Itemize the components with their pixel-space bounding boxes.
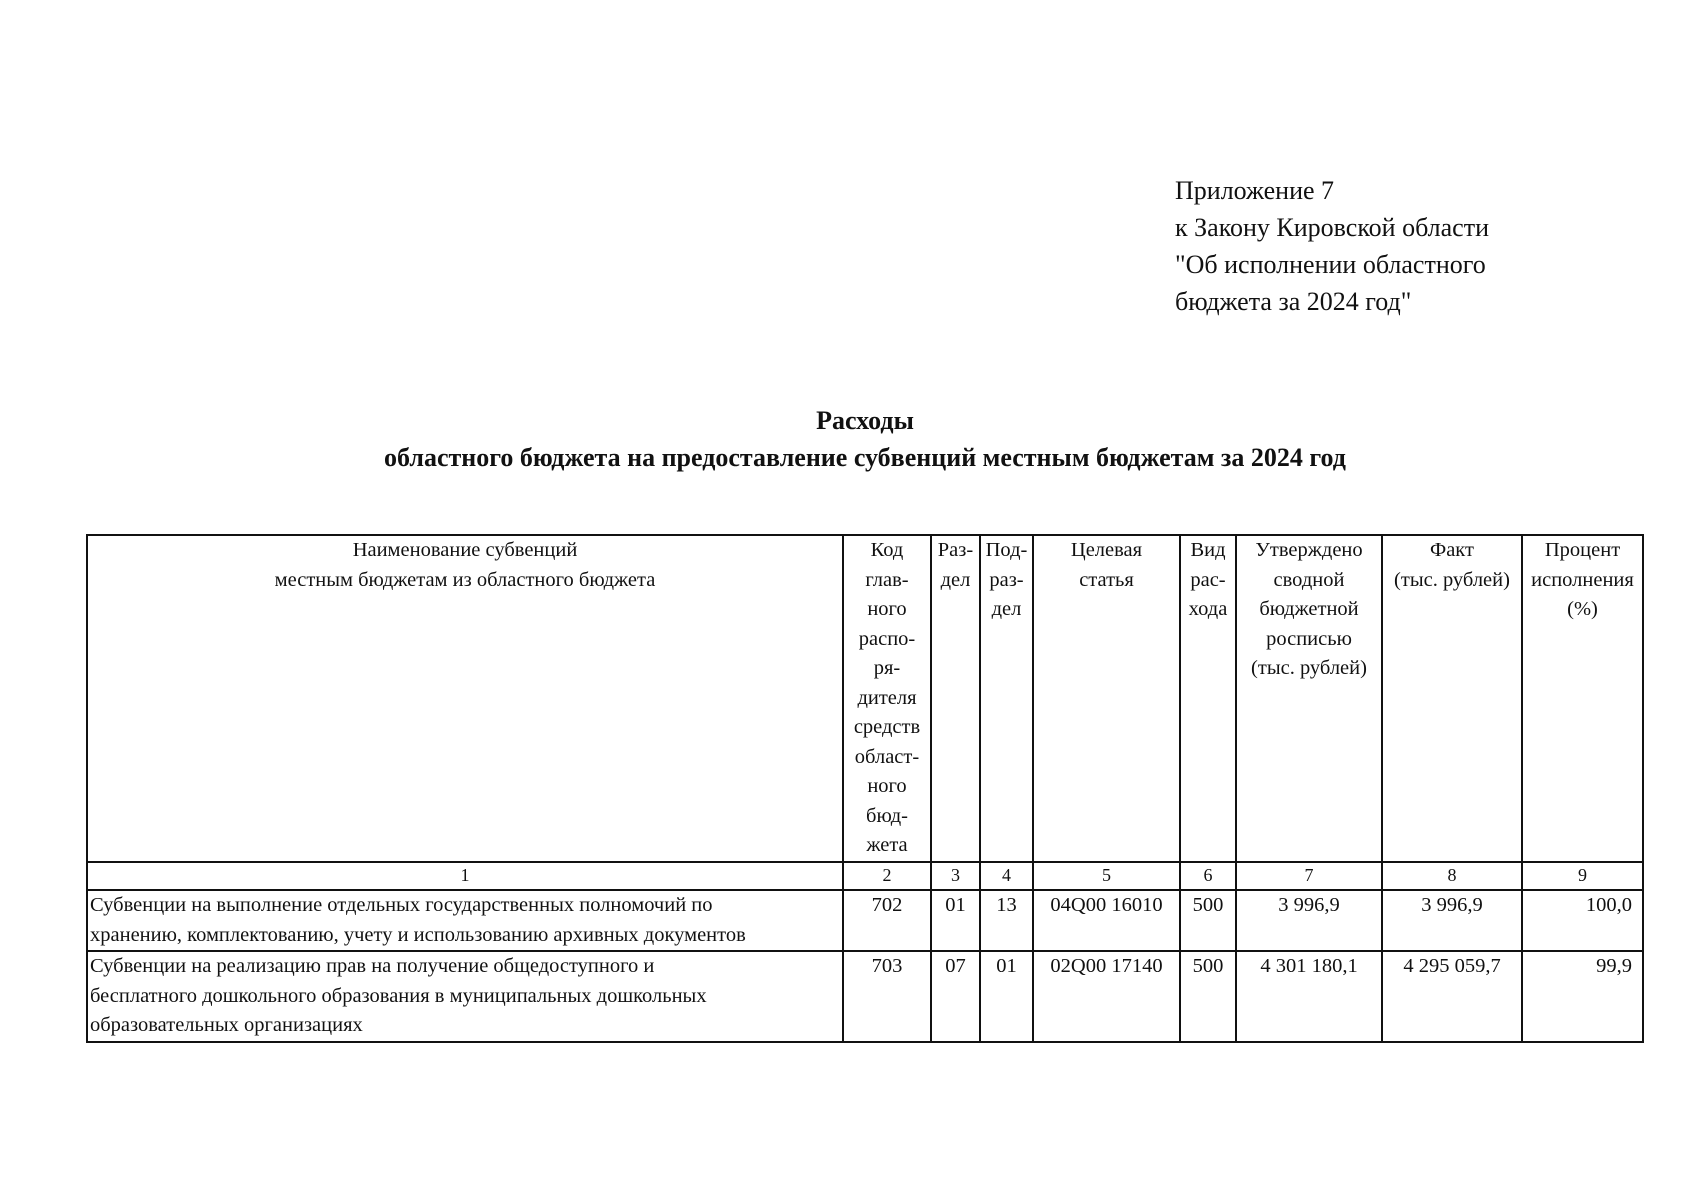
row-section: 01 <box>931 890 980 951</box>
column-number: 4 <box>980 862 1033 890</box>
header-code-line: бюд- <box>866 804 908 827</box>
header-code-line: Код <box>870 539 904 561</box>
table-header-row <box>87 535 1643 862</box>
header-section-line: дел <box>940 568 971 591</box>
header-code-line: глав- <box>865 568 909 591</box>
column-number: 1 <box>87 862 843 890</box>
row-name-cell <box>87 890 843 951</box>
header-code-line: ного <box>867 598 907 620</box>
header-name-line: местным бюджетам из областного бюджета <box>274 568 656 591</box>
row-name-line: Субвенции на реализацию прав на получение общедоступного и <box>90 955 655 977</box>
appendix-block <box>1175 172 1489 320</box>
header-approved-line: Утверждено <box>1255 539 1363 561</box>
column-number: 3 <box>931 862 980 890</box>
header-percent-line: (%) <box>1567 598 1598 620</box>
header-target-line: Целевая <box>1070 539 1143 561</box>
header-fact-line: Факт <box>1430 539 1474 561</box>
header-target-line: статья <box>1079 568 1134 591</box>
row-percent: 100,0 <box>1522 890 1643 951</box>
header-section <box>931 535 980 862</box>
header-approved-line: бюджетной <box>1259 598 1359 620</box>
row-approved: 3 996,9 <box>1236 890 1382 951</box>
row-fact: 3 996,9 <box>1382 890 1522 951</box>
header-code-line: дителя <box>857 686 917 709</box>
header-subsection-line: дел <box>991 598 1022 620</box>
header-code-line: област- <box>854 745 920 768</box>
row-target: 04Q00 16010 <box>1033 890 1180 951</box>
column-number-row <box>87 862 1643 890</box>
header-approved <box>1236 535 1382 862</box>
appendix-line-3: "Об исполнении областного <box>1175 250 1486 279</box>
document-subtitle: областного бюджета на предоставление субвенций местным бюджетам за 2024 год <box>384 443 1346 472</box>
header-expense-type-line: Вид <box>1190 539 1226 561</box>
column-number: 9 <box>1522 862 1643 890</box>
subventions-table <box>86 534 1644 1043</box>
header-subsection-line: Под- <box>985 539 1028 561</box>
row-name-line: хранению, комплектованию, учету и использованию архивных документов <box>90 923 746 946</box>
column-number: 6 <box>1180 862 1236 890</box>
header-percent-line: Процент <box>1544 539 1621 561</box>
header-fact <box>1382 535 1522 862</box>
header-target <box>1033 535 1180 862</box>
row-percent: 99,9 <box>1522 951 1643 1042</box>
header-percent-line: исполнения <box>1531 568 1634 591</box>
header-subsection-line: раз- <box>989 568 1024 591</box>
header-approved-line: сводной <box>1273 568 1345 591</box>
header-section-line: Раз- <box>937 539 974 561</box>
row-name-line: Субвенции на выполнение отдельных государственных полномочий по <box>90 894 713 916</box>
header-approved-line: росписью <box>1266 627 1352 650</box>
header-approved-line: (тыс. рублей) <box>1251 657 1367 679</box>
header-expense-type-line: хода <box>1188 598 1228 620</box>
row-target: 02Q00 17140 <box>1033 951 1180 1042</box>
header-code-line: жета <box>866 834 908 856</box>
table-row <box>87 951 1643 1042</box>
row-section: 07 <box>931 951 980 1042</box>
header-code-line: распо- <box>858 627 916 650</box>
row-approved: 4 301 180,1 <box>1236 951 1382 1042</box>
row-name-cell <box>87 951 843 1042</box>
column-number: 7 <box>1236 862 1382 890</box>
appendix-line-4: бюджета за 2024 год" <box>1175 287 1412 316</box>
header-code-line: ного <box>867 775 907 797</box>
appendix-line-2: к Закону Кировской области <box>1175 213 1489 242</box>
header-expense-type <box>1180 535 1236 862</box>
header-name-line: Наименование субвенций <box>352 539 578 561</box>
header-name <box>87 535 843 862</box>
header-code <box>843 535 931 862</box>
row-expense-type: 500 <box>1180 890 1236 951</box>
row-code: 703 <box>843 951 931 1042</box>
column-number: 5 <box>1033 862 1180 890</box>
header-code-line: ря- <box>873 657 901 679</box>
row-subsection: 13 <box>980 890 1033 951</box>
column-number: 8 <box>1382 862 1522 890</box>
row-expense-type: 500 <box>1180 951 1236 1042</box>
header-code-line: средств <box>853 716 921 738</box>
header-subsection <box>980 535 1033 862</box>
document-title: Расходы <box>816 406 914 435</box>
appendix-line-1: Приложение 7 <box>1175 176 1335 205</box>
header-expense-type-line: рас- <box>1190 568 1226 591</box>
header-percent <box>1522 535 1643 862</box>
header-fact-line: (тыс. рублей) <box>1394 568 1510 591</box>
row-name-line: образовательных организациях <box>90 1014 363 1036</box>
row-name-line: бесплатного дошкольного образования в муниципальных дошкольных <box>90 984 707 1007</box>
row-fact: 4 295 059,7 <box>1382 951 1522 1042</box>
row-code: 702 <box>843 890 931 951</box>
table-row <box>87 890 1643 951</box>
column-number: 2 <box>843 862 931 890</box>
row-subsection: 01 <box>980 951 1033 1042</box>
